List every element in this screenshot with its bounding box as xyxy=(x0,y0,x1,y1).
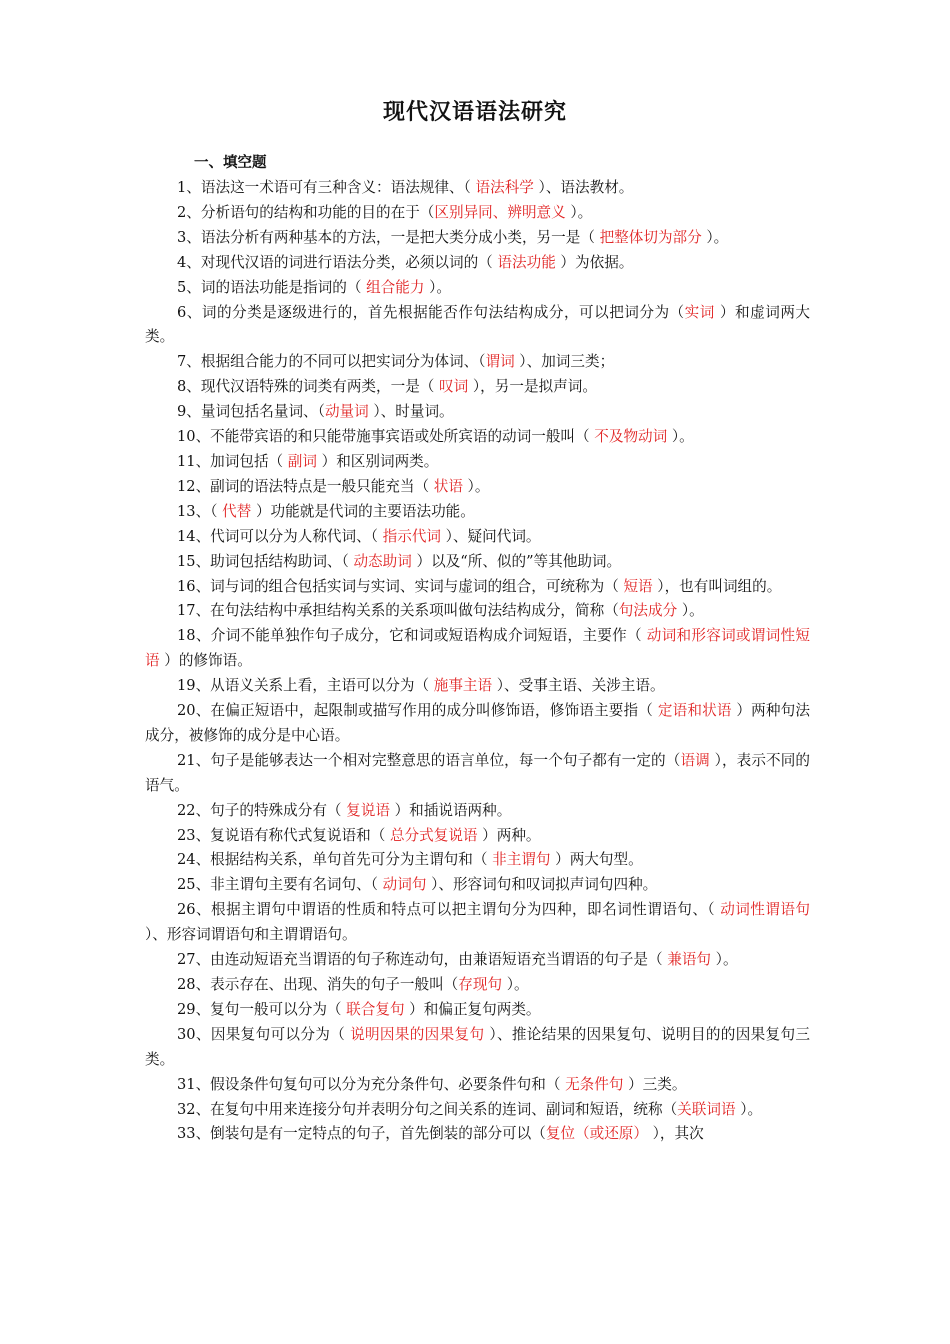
question-item xyxy=(145,301,810,351)
question-text-after: ）。 xyxy=(565,203,593,221)
answer-text: 组合能力 xyxy=(366,278,425,296)
answer-text: 无条件句 xyxy=(565,1075,624,1093)
answer-text: 关联词语 xyxy=(677,1100,736,1118)
answer-text: 动词和形容词或谓词性短语 xyxy=(145,627,810,670)
question-text-after: ）。 xyxy=(711,951,738,969)
question-text: 21、句子是能够表达一个相对完整意思的语言单位，每一个句子都有一定的（ xyxy=(177,751,681,769)
question-item xyxy=(145,201,810,226)
answer-text: 短语 xyxy=(623,577,653,595)
question-text: 33、倒装句是有一定特点的句子，首先倒装的部分可以（ xyxy=(177,1125,546,1143)
answer-text: 副词 xyxy=(287,452,317,470)
question-text-after: ），另一是拟声词。 xyxy=(468,378,597,396)
question-text: 15、助词包括结构助词、（ xyxy=(177,552,354,570)
question-item xyxy=(145,525,810,550)
question-text: 32、在复句中用来连接分句并表明分句之间关系的连词、副词和短语，统称（ xyxy=(177,1100,678,1118)
answer-text: 动词句 xyxy=(382,876,427,894)
question-text: 4、对现代汉语的词进行语法分类，必须以词的（ xyxy=(177,253,498,271)
question-text: 12、副词的语法特点是一般只能充当（ xyxy=(177,477,434,495)
question-item xyxy=(145,375,810,400)
question-text-after: ），表示不同的语气。 xyxy=(145,751,810,794)
question-text: 8、现代汉语特殊的词类有两类，一是（ xyxy=(177,378,440,396)
question-item xyxy=(145,1098,810,1123)
question-text-after: ）。 xyxy=(701,228,729,246)
question-item xyxy=(145,1073,810,1098)
answer-text: 语法功能 xyxy=(497,253,556,271)
answer-text: 动词性谓语句 xyxy=(720,901,810,919)
question-text-after: ）为依据。 xyxy=(555,253,634,271)
question-item xyxy=(145,998,810,1023)
question-item xyxy=(145,475,810,500)
question-text: 27、由连动短语充当谓语的句子称连动句，由兼语短语充当谓语的句子是（ xyxy=(177,951,668,969)
question-text: 29、复句一般可以分为（ xyxy=(177,1000,347,1018)
question-text-after: ）。 xyxy=(462,477,490,495)
question-item xyxy=(145,674,810,699)
answer-text: 谓词 xyxy=(485,353,515,371)
question-text-after: ）。 xyxy=(735,1100,763,1118)
question-text: 23、复说语有称代式复说语和（ xyxy=(177,826,390,844)
question-text: 9、量词包括名量词、（ xyxy=(177,403,325,421)
question-item xyxy=(145,599,810,624)
question-text: 22、句子的特殊成分有（ xyxy=(177,801,347,819)
answer-text: 指示代词 xyxy=(382,527,442,545)
question-text: 28、表示存在、出现、消失的句子一般叫（ xyxy=(177,976,459,993)
question-text-after: ）和偏正复句两类。 xyxy=(404,1000,541,1018)
question-text-after: ）、形容词句和叹词拟声词句四种。 xyxy=(426,876,658,894)
question-text: 18、介词不能单独作句子成分，它和词或短语构成介词短语，主要作（ xyxy=(177,627,647,645)
answer-text: 语调 xyxy=(680,751,710,769)
document-title: 现代汉语语法研究 xyxy=(382,100,567,125)
question-text: 20、在偏正短语中，起限制或描写作用的成分叫修饰语，修饰语主要指（ xyxy=(177,702,658,720)
question-text-after: ），其次 xyxy=(648,1125,704,1143)
question-item xyxy=(145,699,810,749)
question-text: 2、分析语句的结构和功能的目的在于（ xyxy=(177,203,435,221)
question-item xyxy=(145,500,810,525)
answer-text: 复说语 xyxy=(346,801,390,819)
question-text: 1、语法这一术语可有三种含义：语法规律、（ xyxy=(177,179,476,196)
question-text-after: ）三类。 xyxy=(623,1075,687,1093)
answer-text: 存现句 xyxy=(458,976,503,993)
question-item xyxy=(145,873,810,898)
question-text-after: ）两种句法成分，被修饰的成分是中心语。 xyxy=(145,702,810,744)
question-item xyxy=(145,898,810,948)
question-text-after: ）两大句型。 xyxy=(550,851,643,869)
question-text-after: ）功能就是代词的主要语法功能。 xyxy=(251,502,475,520)
question-text-after: ）、疑问代词。 xyxy=(441,527,541,545)
question-text-after: ）以及“所、似的”等其他助词。 xyxy=(411,552,622,570)
answer-text: 区别异同、辨明意义 xyxy=(434,203,566,221)
answer-text: 复位（或还原） xyxy=(545,1125,648,1143)
question-item xyxy=(145,450,810,475)
question-text: 13、（ xyxy=(177,502,223,520)
question-item xyxy=(145,276,810,301)
question-item xyxy=(145,400,810,425)
question-text: 17、在句法结构中承担结构关系的关系项叫做句法结构成分，简称（ xyxy=(177,602,619,620)
question-text-after: ）和虚词两大类。 xyxy=(145,303,811,346)
question-text-after: ）两种。 xyxy=(477,826,541,844)
question-text: 11、加词包括（ xyxy=(177,452,288,470)
question-item xyxy=(145,550,810,575)
question-text: 25、非主谓句主要有名词句、（ xyxy=(177,876,383,894)
question-list xyxy=(145,176,810,1147)
question-text-after: ）、时量词。 xyxy=(368,403,454,421)
answer-text: 代替 xyxy=(222,502,252,520)
question-text-after: ）、形容词谓语句和主谓谓语句。 xyxy=(145,926,357,944)
question-item xyxy=(145,799,810,824)
question-item xyxy=(145,824,810,849)
question-text-after: ）。 xyxy=(502,976,529,993)
section-heading: 一、填空题 xyxy=(194,155,267,171)
answer-text: 兼语句 xyxy=(667,951,712,969)
question-text: 26、根据主谓句中谓语的性质和特点可以把主谓句分为四种，即名词性谓语句、（ xyxy=(177,901,721,919)
answer-text: 句法成分 xyxy=(618,602,678,620)
answer-text: 不及物动词 xyxy=(594,428,668,446)
question-text: 10、不能带宾语的和只能带施事宾语或处所宾语的动词一般叫（ xyxy=(177,428,595,446)
question-item xyxy=(145,226,810,251)
answer-text: 说明因果的因果复句 xyxy=(350,1025,485,1043)
question-item xyxy=(145,848,810,873)
question-text-after: ）。 xyxy=(677,602,704,620)
question-text-after: ）、加词三类； xyxy=(514,353,615,371)
question-text: 24、根据结构关系，单句首先可分为主谓句和（ xyxy=(177,851,493,869)
question-item xyxy=(145,749,810,799)
answer-text: 状语 xyxy=(433,477,463,495)
question-item xyxy=(145,624,810,674)
question-text-after: ）。 xyxy=(667,428,694,446)
answer-text: 叹词 xyxy=(439,378,469,396)
question-item xyxy=(145,948,810,973)
question-text-after: ）的修饰语。 xyxy=(159,652,252,670)
question-item xyxy=(145,1023,810,1073)
question-text: 30、因果复句可以分为（ xyxy=(177,1025,351,1043)
question-item xyxy=(145,425,810,450)
question-text: 5、词的语法功能是指词的（ xyxy=(177,278,367,296)
question-text: 19、从语义关系上看，主语可以分为（ xyxy=(177,677,434,695)
question-text-after: ），也有叫词组的。 xyxy=(652,577,782,595)
question-text: 7、根据组合能力的不同可以把实词分为体词、（ xyxy=(177,353,486,371)
question-item xyxy=(145,1122,810,1147)
answer-text: 动态助词 xyxy=(353,552,412,570)
answer-text: 施事主语 xyxy=(433,677,493,695)
question-text: 6、词的分类是逐级进行的，首先根据能否作句法结构成分，可以把词分为（ xyxy=(177,303,685,321)
question-text: 3、语法分析有两种基本的方法，一是把大类分成小类，另一是（ xyxy=(177,228,600,246)
question-text-after: ）、推论结果的因果复句、说明目的的因果复句三类。 xyxy=(145,1025,810,1068)
question-text-after: ）和区别词两类。 xyxy=(316,452,439,470)
question-text-after: ）。 xyxy=(424,278,451,296)
question-text: 14、代词可以分为人称代词、（ xyxy=(177,527,383,545)
question-text: 16、词与词的组合包括实词与实词、实词与虚词的组合，可统称为（ xyxy=(177,577,624,595)
question-item xyxy=(145,176,810,201)
answer-text: 非主谓句 xyxy=(492,851,551,869)
question-item xyxy=(145,251,810,276)
answer-text: 把整体切为部分 xyxy=(599,228,702,246)
answer-text: 动量词 xyxy=(324,403,369,421)
answer-text: 总分式复说语 xyxy=(389,826,478,844)
question-text-after: ）、语法教材。 xyxy=(533,179,634,196)
answer-text: 语法科学 xyxy=(475,179,534,196)
answer-text: 实词 xyxy=(684,303,715,321)
question-item xyxy=(145,575,810,600)
question-text-after: ）和插说语两种。 xyxy=(389,801,512,819)
question-item xyxy=(145,973,810,998)
question-item xyxy=(145,350,810,375)
question-text-after: ）、受事主语、关涉主语。 xyxy=(492,677,665,695)
answer-text: 联合复句 xyxy=(346,1000,405,1018)
answer-text: 定语和状语 xyxy=(657,702,732,720)
question-text: 31、假设条件句复句可以分为充分条件句、必要条件句和（ xyxy=(177,1075,566,1093)
